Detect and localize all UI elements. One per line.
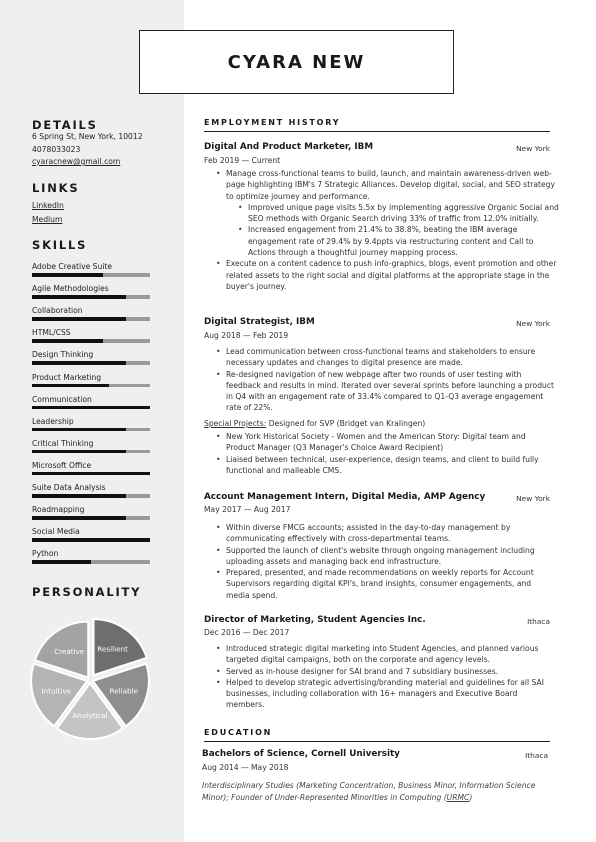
skill-level-bar bbox=[32, 339, 150, 343]
job-location: New York bbox=[516, 319, 550, 328]
employment-heading: EMPLOYMENT HISTORY bbox=[204, 118, 341, 127]
skill-item bbox=[32, 284, 150, 299]
skill-item bbox=[32, 417, 150, 432]
skill-level-fill bbox=[32, 317, 126, 321]
education-divider bbox=[204, 741, 550, 742]
job-title: Account Management Intern, Digital Media, AMP Agency bbox=[204, 492, 486, 502]
bullet-item: • Prepared, presented, and made recommendations on weekly reports for Account Supervisors regarding digital KPI's, brand insights, consumer engagements, and media spend. bbox=[204, 567, 556, 601]
job-title: Director of Marketing, Student Agencies Inc. bbox=[204, 615, 426, 625]
skill-label: HTML/CSS bbox=[32, 328, 71, 338]
skill-level-fill bbox=[32, 384, 109, 388]
skill-level-fill bbox=[32, 273, 103, 277]
skill-level-fill bbox=[32, 406, 150, 410]
education-details bbox=[202, 780, 552, 803]
skill-item bbox=[32, 328, 150, 343]
special-projects-bullets bbox=[204, 431, 556, 476]
personality-pie-chart bbox=[28, 608, 158, 748]
details-heading: DETAILS bbox=[32, 118, 98, 132]
skill-level-bar bbox=[32, 472, 150, 476]
job-bullets bbox=[204, 643, 556, 711]
special-projects-line bbox=[204, 419, 425, 428]
special-projects-label: Special Projects: bbox=[204, 419, 267, 428]
education-details-end: ) bbox=[469, 792, 473, 802]
skill-item bbox=[32, 350, 150, 365]
skill-level-bar bbox=[32, 406, 150, 410]
phone: 4078033023 bbox=[32, 145, 81, 154]
bullet-item: • Helped to develop strategic advertising/branding material and guidelines for all SAI businesses, including collaboration with 16+ managers and Executive Board members. bbox=[204, 677, 556, 711]
bullet-item: • Manage cross-functional teams to build, launch, and maintain awareness-driven web-page highlighting IBM's 7 Strategic Alliances. Develop digital, social, and SEO strategy to optimize journey and performance. bbox=[204, 168, 562, 202]
skill-level-bar bbox=[32, 516, 150, 520]
skills-heading: SKILLS bbox=[32, 238, 88, 252]
email-link[interactable]: cyaracnew@gmail.com bbox=[32, 157, 121, 166]
bullet-item: • Execute on a content cadence to push info-graphics, blogs, event promotion and other related assets to the right social and digital platforms at the appropriate stage in the buyer's journey. bbox=[204, 258, 562, 292]
skill-level-fill bbox=[32, 295, 126, 299]
pie-slice-label: Creative bbox=[54, 646, 85, 656]
pie-slice-label: Intuitive bbox=[41, 686, 72, 696]
skill-level-bar bbox=[32, 560, 150, 564]
bullet-item: • Liaised between technical, user-experience, design teams, and client to build fully functional and malleable CMS. bbox=[204, 454, 556, 477]
bullet-item: • Introduced strategic digital marketing into Student Agencies, and planned various targeted digital campaigns, both on the corporate and agency levels. bbox=[204, 643, 556, 666]
skill-item bbox=[32, 395, 150, 410]
skill-level-bar bbox=[32, 384, 150, 388]
bullet-item: • Re-designed navigation of new webpage after two rounds of user testing with feedback and results in mind. Iterated over several sprints before launching a product in Q4 with an engagement rate of 33.4% compared to Q1-Q3 average engagement rate of 22%. bbox=[204, 369, 556, 414]
job-title: Digital Strategist, IBM bbox=[204, 317, 315, 327]
skill-level-bar bbox=[32, 450, 150, 454]
education-dates: Aug 2014 — May 2018 bbox=[202, 763, 289, 772]
skill-item bbox=[32, 527, 150, 542]
skill-item bbox=[32, 373, 150, 388]
skill-item bbox=[32, 461, 150, 476]
skill-label: Adobe Creative Suite bbox=[32, 262, 113, 271]
skill-item bbox=[32, 483, 150, 498]
job-bullets bbox=[204, 346, 556, 414]
job-title: Digital And Product Marketer, IBM bbox=[204, 142, 374, 152]
bullet-item: • Supported the launch of client's website through ongoing management including uploading assets and managing back end infrastructure. bbox=[204, 545, 556, 568]
skill-label: Agile Methodologies bbox=[32, 284, 109, 294]
job-dates: Dec 2016 — Dec 2017 bbox=[204, 628, 290, 637]
skill-label: Microsoft Office bbox=[32, 460, 92, 470]
special-projects-text: Designed for SVP (Bridget van Kralingen) bbox=[266, 419, 426, 428]
skill-item bbox=[32, 439, 150, 454]
pie-slice-label: Resilient bbox=[97, 644, 128, 654]
education-location: Ithaca bbox=[525, 751, 548, 760]
skill-level-fill bbox=[32, 361, 126, 365]
personality-heading: PERSONALITY bbox=[32, 585, 142, 599]
bullet-item: • Within diverse FMCG accounts; assisted in the day-to-day management by communicating effectively with cross-departmental teams. bbox=[204, 522, 556, 545]
job-dates: May 2017 — Aug 2017 bbox=[204, 505, 291, 514]
sub-bullet-item: • Improved unique page visits 5.5x by implementing aggressive Organic Social and SEO methods with Organic Search driving 33% of traffic from 12.0% initially. bbox=[204, 202, 562, 225]
skill-level-fill bbox=[32, 494, 126, 498]
degree-title: Bachelors of Science, Cornell University bbox=[202, 749, 400, 759]
urmc-link[interactable]: URMC bbox=[446, 792, 470, 802]
skill-level-fill bbox=[32, 339, 103, 343]
skill-level-fill bbox=[32, 428, 126, 432]
skill-level-bar bbox=[32, 295, 150, 299]
skill-item bbox=[32, 549, 150, 564]
bullet-item: • Served as in-house designer for SAI brand and 7 subsidiary businesses. bbox=[204, 666, 556, 677]
skill-label: Critical Thinking bbox=[32, 438, 94, 448]
medium-link[interactable]: Medium bbox=[32, 215, 63, 224]
employment-divider bbox=[204, 131, 550, 132]
skill-item bbox=[32, 262, 150, 277]
skill-level-fill bbox=[32, 560, 91, 564]
skill-level-fill bbox=[32, 450, 126, 454]
job-location: New York bbox=[516, 144, 550, 153]
name-header bbox=[139, 30, 454, 94]
skill-label: Communication bbox=[32, 394, 92, 404]
skill-label: Product Marketing bbox=[32, 372, 102, 382]
skill-level-bar bbox=[32, 273, 150, 277]
skill-label: Collaboration bbox=[32, 306, 83, 316]
skill-level-bar bbox=[32, 428, 150, 432]
candidate-name: CYARA NEW bbox=[227, 51, 366, 73]
job-dates: Aug 2018 — Feb 2019 bbox=[204, 331, 289, 340]
skill-label: Python bbox=[32, 549, 59, 559]
address: 6 Spring St, New York, 10012 bbox=[32, 132, 143, 141]
skill-level-fill bbox=[32, 538, 150, 542]
bullet-item: • New York Historical Society - Women and the American Story: Digital team and Product Manager (Q3 Manager's Choice Award Recipient) bbox=[204, 431, 556, 454]
job-location: Ithaca bbox=[527, 617, 550, 626]
skill-item bbox=[32, 306, 150, 321]
skill-label: Suite Data Analysis bbox=[32, 483, 106, 492]
skill-level-fill bbox=[32, 472, 150, 476]
skill-level-bar bbox=[32, 494, 150, 498]
job-dates: Feb 2019 — Current bbox=[204, 156, 281, 165]
skill-level-bar bbox=[32, 361, 150, 365]
skill-label: Social Media bbox=[32, 527, 80, 537]
skill-label: Roadmapping bbox=[32, 505, 85, 515]
skill-label: Design Thinking bbox=[32, 350, 94, 360]
bullet-item: • Lead communication between cross-functional teams and stakeholders to ensure necessary updates and changes to digital presence are made. bbox=[204, 346, 556, 369]
skill-level-fill bbox=[32, 516, 126, 520]
job-location: New York bbox=[516, 494, 550, 503]
linkedin-link[interactable]: LinkedIn bbox=[32, 201, 64, 210]
job-bullets bbox=[204, 522, 556, 601]
skill-level-bar bbox=[32, 538, 150, 542]
pie-slice-label: Reliable bbox=[109, 686, 138, 696]
pie-slice-label: Analytical bbox=[72, 710, 108, 720]
education-details-text: Interdisciplinary Studies (Marketing Concentration, Business Minor, Information Science Minor); Founder of Under-Represented Minorities in Computing ( bbox=[202, 781, 536, 802]
skill-level-bar bbox=[32, 317, 150, 321]
sub-bullet-item: • Increased engagement from 21.4% to 38.8%, beating the IBM average engagement rate of 29.4% by 9.4ppts via restructuring content and Call to Actions through a thoughtful journey mapping process. bbox=[204, 224, 562, 258]
skill-label: Leadership bbox=[32, 416, 74, 426]
skill-item bbox=[32, 505, 150, 520]
links-heading: LINKS bbox=[32, 181, 80, 195]
job-bullets bbox=[204, 168, 562, 292]
education-heading: EDUCATION bbox=[204, 728, 273, 737]
